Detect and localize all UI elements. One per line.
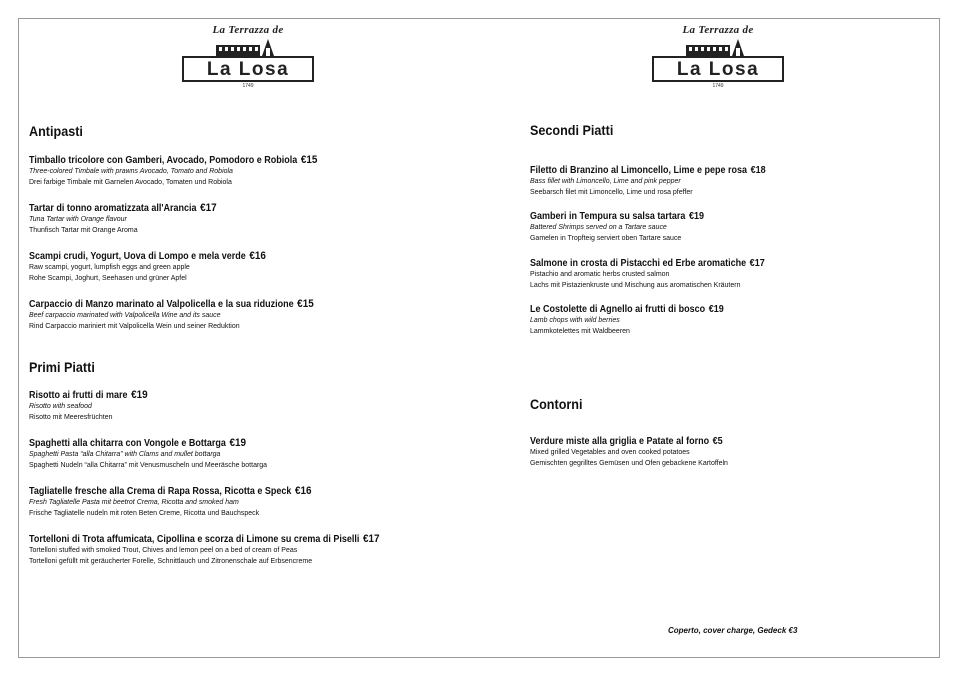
dish-price: €5 <box>712 436 723 447</box>
dish-description-en: Raw scampi, yogurt, lumpfish eggs and green apple <box>29 262 190 271</box>
brand-logo-right <box>648 24 788 90</box>
colosseum-icon <box>216 39 280 56</box>
brand-tagline: La Terrazza de <box>212 24 284 36</box>
contorni-section <box>530 396 588 412</box>
section-title-antipasti: Antipasti <box>29 123 83 139</box>
brand-name: La Losa <box>676 59 760 80</box>
dish-description-en: Mixed grilled Vegetables and oven cooked potatoes <box>530 447 690 456</box>
dish-timballo <box>29 154 349 187</box>
dish-description-de: Spaghetti Nudeln “alla Chitarra” mit Venusmuscheln und Meeräsche bottarga <box>29 459 268 469</box>
dish-description-en: Beef carpaccio marinated with Valpolicella Wine and its sauce <box>29 310 221 319</box>
dish-description-en: Bass fillet with Limoncello, Lime and pink pepper <box>530 176 681 185</box>
dish-price: €19 <box>229 437 246 449</box>
dish-name: Scampi crudi, Yogurt, Uova di Lompo e mela verde €16 <box>29 250 266 262</box>
section-title-contorni: Contorni <box>530 396 583 412</box>
dish-name: Carpaccio di Manzo marinato al Valpolicella e la sua riduzione €15 <box>29 298 314 310</box>
dish-name: Tagliatelle fresche alla Crema di Rapa Rossa, Ricotta e Speck €16 <box>29 485 312 497</box>
dish-description-en: Tuna Tartar with Orange flavour <box>29 214 127 223</box>
dish-tartar-tonno <box>29 202 237 235</box>
dish-description-de: Lammkotelettes mit Waldbeeren <box>530 325 630 335</box>
dish-description-de: Rohe Scampi, Joghurt, Seehasen und grüner Apfel <box>29 272 187 282</box>
dish-description-de: Frische Tagliatelle nudeln mit roten Beten Creme, Ricotta und Bauchspeck <box>29 507 260 517</box>
dish-description-en: Tortelloni stuffed with smoked Trout, Chives and lemon peel on a bed of cream of Peas <box>29 545 298 554</box>
dish-description-de: Gemischten gegrilltes Gemüsen und Ofen gebackene Kartoffeln <box>530 457 728 467</box>
dish-tortelloni <box>29 533 418 566</box>
dish-description-de: Rind Carpaccio mariniert mit Valpolicella Wein und seiner Reduktion <box>29 320 240 330</box>
dish-price: €17 <box>749 258 765 269</box>
dish-description-en: Three-colored Timbale with prawns Avocado, Tomato and Robiola <box>29 166 233 175</box>
dish-name: Le Costolette di Agnello ai frutti di bosco €19 <box>530 304 724 315</box>
brand-year: 1749 <box>712 83 724 89</box>
antipasti-section <box>29 123 89 139</box>
dish-price: €19 <box>708 304 724 315</box>
primi-section <box>29 359 102 375</box>
dish-branzino <box>530 165 792 197</box>
dish-price: €16 <box>249 250 266 262</box>
dish-price: €15 <box>300 154 318 166</box>
brand-logo-left <box>178 24 318 90</box>
dish-description-en: Risotto with seafood <box>29 401 92 410</box>
dish-salmone <box>530 258 791 290</box>
dish-scampi <box>29 250 292 283</box>
dish-price: €16 <box>295 485 312 497</box>
dish-description-en: Lamb chops with wild berries <box>530 315 620 324</box>
dish-name: Spaghetti alla chitarra con Vongole e Bottarga €19 <box>29 437 246 449</box>
dish-name: Gamberi in Tempura su salsa tartara €19 <box>530 211 705 222</box>
dish-name: Risotto ai frutti di mare €19 <box>29 389 148 401</box>
brand-tagline: La Terrazza de <box>682 24 754 36</box>
dish-description-en: Pistachio and aromatic herbs crusted salmon <box>530 269 670 278</box>
dish-price: €19 <box>131 389 148 401</box>
dish-price: €17 <box>200 202 217 214</box>
dish-risotto <box>29 389 161 422</box>
section-title-secondi: Secondi Piatti <box>530 122 614 138</box>
dish-description-de: Tortelloni gefüllt mit geräucherter Forelle, Schnittlauch und Zitronenschale auf Erbsencreme <box>29 555 313 565</box>
dish-name: Verdure miste alla griglia e Patate al forno €5 <box>530 436 723 447</box>
dish-name: Filetto di Branzino al Limoncello, Lime e pepe rosa €18 <box>530 165 766 176</box>
section-title-primi: Primi Piatti <box>29 359 95 375</box>
dish-spaghetti <box>29 437 288 470</box>
dish-description-en: Battered Shrimps served on a Tartare sauce <box>530 222 667 231</box>
dish-gamberi <box>530 211 723 243</box>
brand-box <box>652 56 784 82</box>
cover-charge-note: Coperto, cover charge, Gedeck €3 <box>668 626 798 635</box>
brand-box <box>182 56 314 82</box>
dish-description-de: Drei farbige Timbale mit Garnelen Avocado, Tomaten und Robiola <box>29 176 232 186</box>
dish-verdure <box>530 436 745 468</box>
secondi-section <box>530 122 623 138</box>
dish-description-de: Gamelen in Tropfteig serviert oben Tartare sauce <box>530 232 682 242</box>
dish-description-en: Fresh Tagliatelle Pasta mit beetrot Crema, Ricotta and smoked ham <box>29 497 239 506</box>
dish-name: Timballo tricolore con Gamberi, Avocado, Pomodoro e Robiola €15 <box>29 154 318 166</box>
dish-carpaccio <box>29 298 345 331</box>
dish-agnello <box>530 304 745 336</box>
dish-name: Tartar di tonno aromatizzata all'Arancia €17 <box>29 202 217 214</box>
dish-description-de: Thunfisch Tartar mit Orange Aroma <box>29 224 138 234</box>
dish-price: €19 <box>689 211 705 222</box>
dish-name: Salmone in crosta di Pistacchi ed Erbe aromatiche €17 <box>530 258 765 269</box>
dish-description-de: Risotto mit Meeresfrüchten <box>29 411 113 421</box>
brand-name: La Losa <box>206 59 290 80</box>
brand-year: 1749 <box>242 83 254 89</box>
dish-description-de: Lachs mit Pistazienkruste und Mischung aus aromatischen Kräutern <box>530 279 741 289</box>
dish-name: Tortelloni di Trota affumicata, Cipollina e scorza di Limone su crema di Piselli €17 <box>29 533 380 545</box>
colosseum-icon <box>686 39 750 56</box>
dish-description-en: Spaghetti Pasta “alla Chitarra” with Clams and mullet bottarga <box>29 449 221 458</box>
dish-tagliatelle <box>29 485 343 518</box>
dish-price: €15 <box>297 298 314 310</box>
dish-price: €17 <box>363 533 380 545</box>
dish-description-de: Seebarsch filet mit Limoncello, Lime und rosa pfeffer <box>530 186 693 196</box>
dish-price: €18 <box>750 165 766 176</box>
